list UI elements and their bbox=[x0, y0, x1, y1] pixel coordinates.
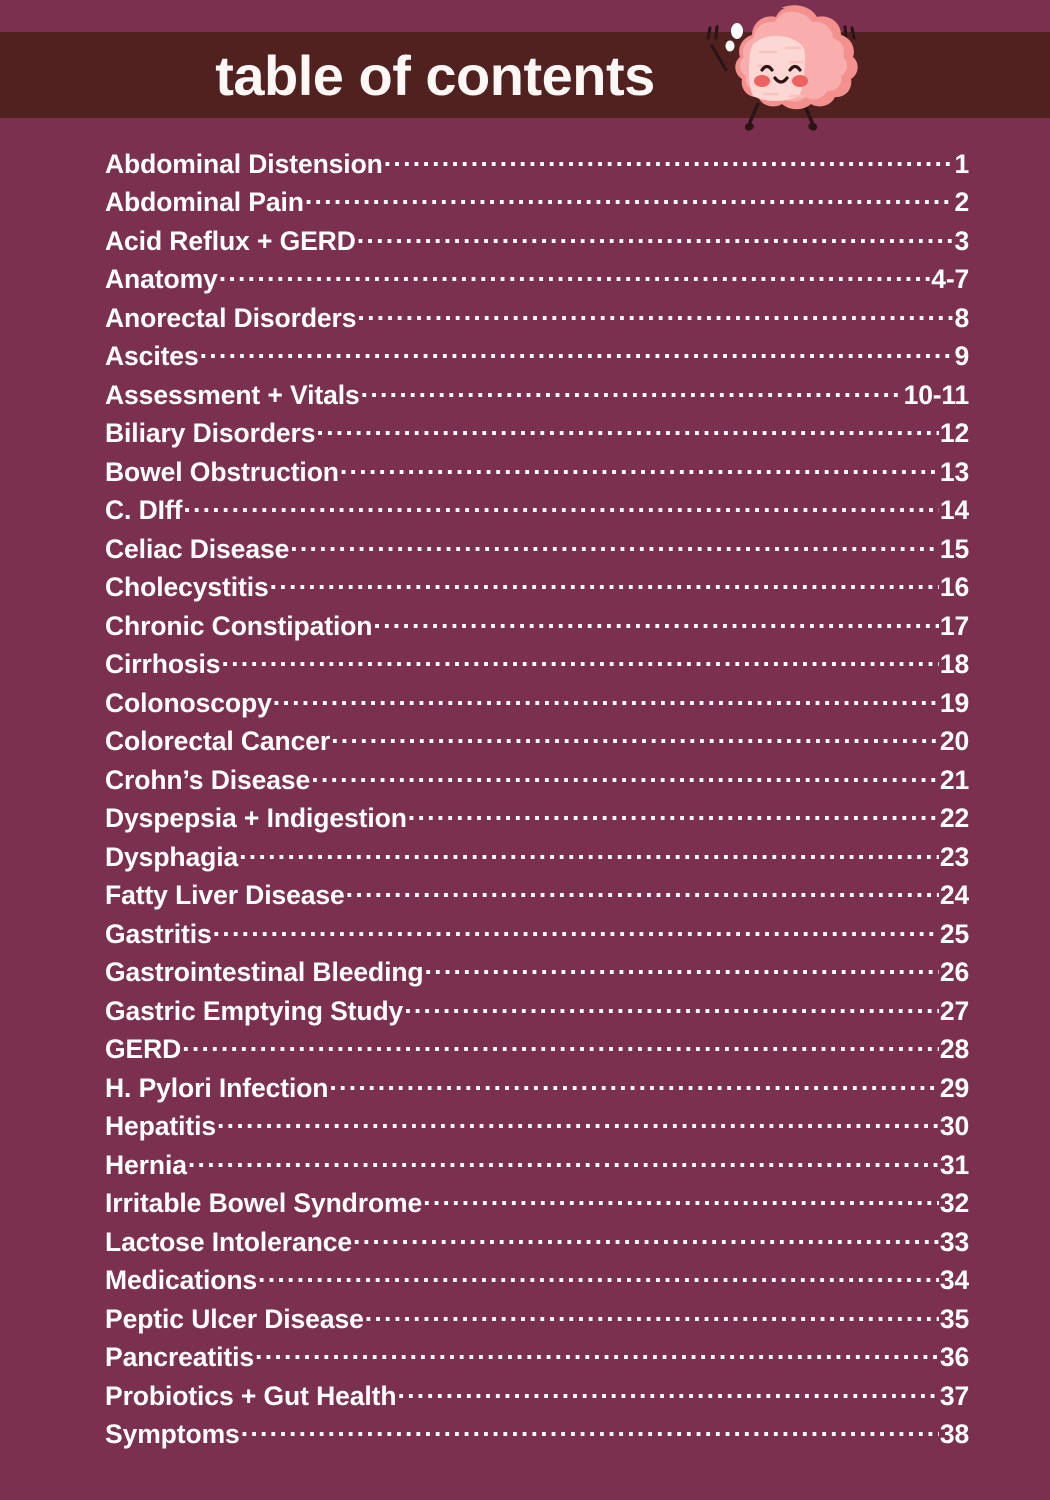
toc-entry-page-number: 14 bbox=[939, 495, 969, 525]
toc-entry-title: Ascites bbox=[105, 341, 199, 371]
toc-entry-title: C. DIff bbox=[105, 495, 183, 525]
toc-entry[interactable] bbox=[105, 531, 969, 570]
toc-dot-leader bbox=[219, 262, 931, 289]
toc-entry-page-number: 36 bbox=[939, 1342, 969, 1372]
toc-entry-title: Probiotics + Gut Health bbox=[105, 1380, 397, 1411]
toc-entry[interactable] bbox=[105, 223, 969, 262]
toc-entry-page-number: 19 bbox=[939, 687, 969, 718]
toc-entry-page-number: 13 bbox=[939, 456, 969, 487]
toc-entry-page-number: 27 bbox=[939, 995, 969, 1026]
toc-entry[interactable] bbox=[105, 608, 969, 647]
toc-dot-leader bbox=[373, 608, 939, 635]
toc-dot-leader bbox=[258, 1263, 939, 1290]
toc-entry[interactable] bbox=[105, 724, 969, 763]
toc-entry-page-number: 12 bbox=[939, 418, 969, 448]
toc-entry-page-number: 31 bbox=[939, 1149, 969, 1180]
toc-entry-page-number: 25 bbox=[939, 918, 969, 949]
toc-entry-page-number: 8 bbox=[954, 302, 969, 333]
toc-dot-leader bbox=[217, 1109, 939, 1136]
toc-entry[interactable] bbox=[105, 1224, 969, 1263]
toc-entry-title: Gastric Emptying Study bbox=[105, 995, 404, 1026]
toc-dot-leader bbox=[357, 223, 954, 250]
toc-entry-page-number: 2 bbox=[954, 187, 969, 217]
toc-entry-title: H. Pylori Infection bbox=[105, 1072, 329, 1103]
toc-entry-title: Celiac Disease bbox=[105, 533, 290, 564]
toc-entry-title: Fatty Liver Disease bbox=[105, 880, 345, 910]
toc-entry[interactable] bbox=[105, 762, 969, 801]
toc-entry-title: Dysphagia bbox=[105, 841, 239, 872]
intestine-mascot bbox=[686, 0, 876, 140]
toc-entry-page-number: 34 bbox=[939, 1265, 969, 1295]
toc-entry-page-number: 38 bbox=[939, 1419, 969, 1449]
toc-entry-title: Colonoscopy bbox=[105, 687, 272, 718]
toc-entry-page-number: 1 bbox=[954, 148, 969, 179]
toc-entry-page-number: 22 bbox=[939, 803, 969, 833]
toc-entry-title: Acid Reflux + GERD bbox=[105, 225, 356, 256]
toc-dot-leader bbox=[331, 724, 939, 751]
toc-entry[interactable] bbox=[105, 1032, 969, 1071]
toc-dot-leader bbox=[255, 1340, 939, 1367]
mascot-blush-right bbox=[792, 75, 808, 87]
mascot-blush-left bbox=[754, 75, 770, 87]
toc-entry[interactable] bbox=[105, 377, 969, 416]
toc-entry-page-number: 21 bbox=[939, 764, 969, 795]
toc-dot-leader bbox=[365, 1301, 939, 1328]
toc-dot-leader bbox=[182, 1032, 939, 1059]
toc-dot-leader bbox=[404, 993, 939, 1020]
toc-dot-leader bbox=[188, 1147, 939, 1174]
toc-entry[interactable] bbox=[105, 1070, 969, 1109]
toc-entry[interactable] bbox=[105, 1301, 969, 1340]
toc-entry[interactable] bbox=[105, 570, 969, 609]
page-title: table of contents bbox=[215, 44, 655, 107]
toc-entry[interactable] bbox=[105, 185, 969, 224]
mascot-foot-left bbox=[745, 122, 754, 131]
toc-dot-leader bbox=[200, 339, 954, 366]
toc-entry-title: Irritable Bowel Syndrome bbox=[105, 1188, 423, 1218]
toc-dot-leader bbox=[221, 647, 938, 674]
toc-entry-page-number: 15 bbox=[939, 533, 969, 564]
toc-list bbox=[105, 146, 969, 1455]
toc-entry-title: Peptic Ulcer Disease bbox=[105, 1303, 364, 1334]
toc-dot-leader bbox=[340, 454, 939, 481]
toc-entry[interactable] bbox=[105, 1263, 969, 1302]
toc-dot-leader bbox=[213, 916, 939, 943]
toc-dot-leader bbox=[305, 185, 954, 212]
toc-entry[interactable] bbox=[105, 1378, 969, 1417]
toc-entry[interactable] bbox=[105, 146, 969, 185]
toc-dot-leader bbox=[397, 1378, 938, 1405]
toc-entry-page-number: 32 bbox=[939, 1188, 969, 1218]
toc-entry-page-number: 26 bbox=[939, 957, 969, 987]
toc-entry-title: GERD bbox=[105, 1034, 182, 1064]
toc-entry[interactable] bbox=[105, 1147, 969, 1186]
toc-entry[interactable] bbox=[105, 916, 969, 955]
toc-entry-title: Dyspepsia + Indigestion bbox=[105, 803, 407, 833]
toc-dot-leader bbox=[353, 1224, 939, 1251]
toc-entry-title: Hernia bbox=[105, 1149, 187, 1180]
toc-dot-leader bbox=[241, 1417, 939, 1444]
toc-entry-page-number: 29 bbox=[939, 1072, 969, 1103]
toc-dot-leader bbox=[361, 377, 903, 404]
toc-entry-page-number: 23 bbox=[939, 841, 969, 872]
toc-entry-page-number: 33 bbox=[939, 1226, 969, 1257]
toc-dot-leader bbox=[329, 1070, 939, 1097]
toc-entry-page-number: 18 bbox=[939, 649, 969, 679]
toc-entry[interactable] bbox=[105, 416, 969, 455]
toc-entry[interactable] bbox=[105, 339, 969, 378]
toc-entry[interactable] bbox=[105, 955, 969, 994]
toc-entry-page-number: 30 bbox=[939, 1111, 969, 1141]
toc-entry-page-number: 17 bbox=[939, 610, 969, 641]
toc-dot-leader bbox=[239, 839, 939, 866]
toc-dot-leader bbox=[316, 416, 939, 443]
toc-dot-leader bbox=[423, 1186, 939, 1213]
toc-entry[interactable] bbox=[105, 1186, 969, 1225]
toc-entry-title: Biliary Disorders bbox=[105, 418, 316, 448]
toc-entry-title: Hepatitis bbox=[105, 1111, 217, 1141]
toc-entry-page-number: 16 bbox=[939, 572, 969, 602]
toc-dot-leader bbox=[408, 801, 939, 828]
toc-entry[interactable] bbox=[105, 647, 969, 686]
mascot-foot-right bbox=[808, 122, 817, 131]
toc-entry-title: Gastritis bbox=[105, 918, 212, 949]
toc-entry-page-number: 20 bbox=[939, 726, 969, 756]
toc-entry-page-number: 3 bbox=[954, 225, 969, 256]
toc-entry-page-number: 28 bbox=[939, 1034, 969, 1064]
toc-entry-page-number: 10-11 bbox=[903, 379, 969, 410]
toc-entry[interactable] bbox=[105, 1109, 969, 1148]
toc-dot-leader bbox=[346, 878, 939, 905]
toc-entry-title: Pancreatitis bbox=[105, 1342, 255, 1372]
toc-entry[interactable] bbox=[105, 300, 969, 339]
toc-entry[interactable] bbox=[105, 839, 969, 878]
toc-dot-leader bbox=[425, 955, 939, 982]
mascot-highlight-large bbox=[731, 23, 743, 39]
toc-entry-title: Chronic Constipation bbox=[105, 610, 373, 641]
toc-entry-page-number: 9 bbox=[954, 341, 969, 371]
toc-entry-title: Assessment + Vitals bbox=[105, 379, 360, 410]
toc-entry-page-number: 37 bbox=[939, 1380, 969, 1411]
toc-entry-title: Abdominal Distension bbox=[105, 148, 383, 179]
toc-entry[interactable] bbox=[105, 878, 969, 917]
toc-dot-leader bbox=[311, 762, 939, 789]
toc-entry[interactable] bbox=[105, 801, 969, 840]
toc-entry-title: Cholecystitis bbox=[105, 572, 269, 602]
toc-dot-leader bbox=[290, 531, 939, 558]
toc-entry-page-number: 4-7 bbox=[931, 264, 969, 294]
toc-dot-leader bbox=[273, 685, 939, 712]
toc-dot-leader bbox=[384, 146, 954, 173]
toc-entry-title: Anatomy bbox=[105, 264, 218, 294]
toc-dot-leader bbox=[357, 300, 953, 327]
toc-entry[interactable] bbox=[105, 1340, 969, 1379]
toc-entry[interactable] bbox=[105, 262, 969, 301]
toc-entry-title: Symptoms bbox=[105, 1419, 240, 1449]
toc-entry-title: Medications bbox=[105, 1265, 258, 1295]
toc-dot-leader bbox=[270, 570, 939, 597]
toc-entry[interactable] bbox=[105, 1417, 969, 1456]
toc-entry-title: Crohn’s Disease bbox=[105, 764, 311, 795]
toc-entry-title: Lactose Intolerance bbox=[105, 1226, 352, 1257]
toc-entry[interactable] bbox=[105, 993, 969, 1032]
toc-entry-title: Bowel Obstruction bbox=[105, 456, 339, 487]
toc-entry-title: Cirrhosis bbox=[105, 649, 221, 679]
toc-entry-title: Gastrointestinal Bleeding bbox=[105, 957, 424, 987]
toc-entry-title: Abdominal Pain bbox=[105, 187, 304, 217]
toc-entry-page-number: 35 bbox=[939, 1303, 969, 1334]
mascot-body bbox=[735, 5, 857, 109]
mascot-highlight-small bbox=[726, 41, 735, 52]
toc-entry-title: Anorectal Disorders bbox=[105, 302, 357, 333]
toc-entry[interactable] bbox=[105, 454, 969, 493]
toc-entry-title: Colorectal Cancer bbox=[105, 726, 331, 756]
toc-dot-leader bbox=[183, 493, 939, 520]
toc-entry-page-number: 24 bbox=[939, 880, 969, 910]
toc-entry[interactable] bbox=[105, 685, 969, 724]
toc-entry[interactable] bbox=[105, 493, 969, 532]
